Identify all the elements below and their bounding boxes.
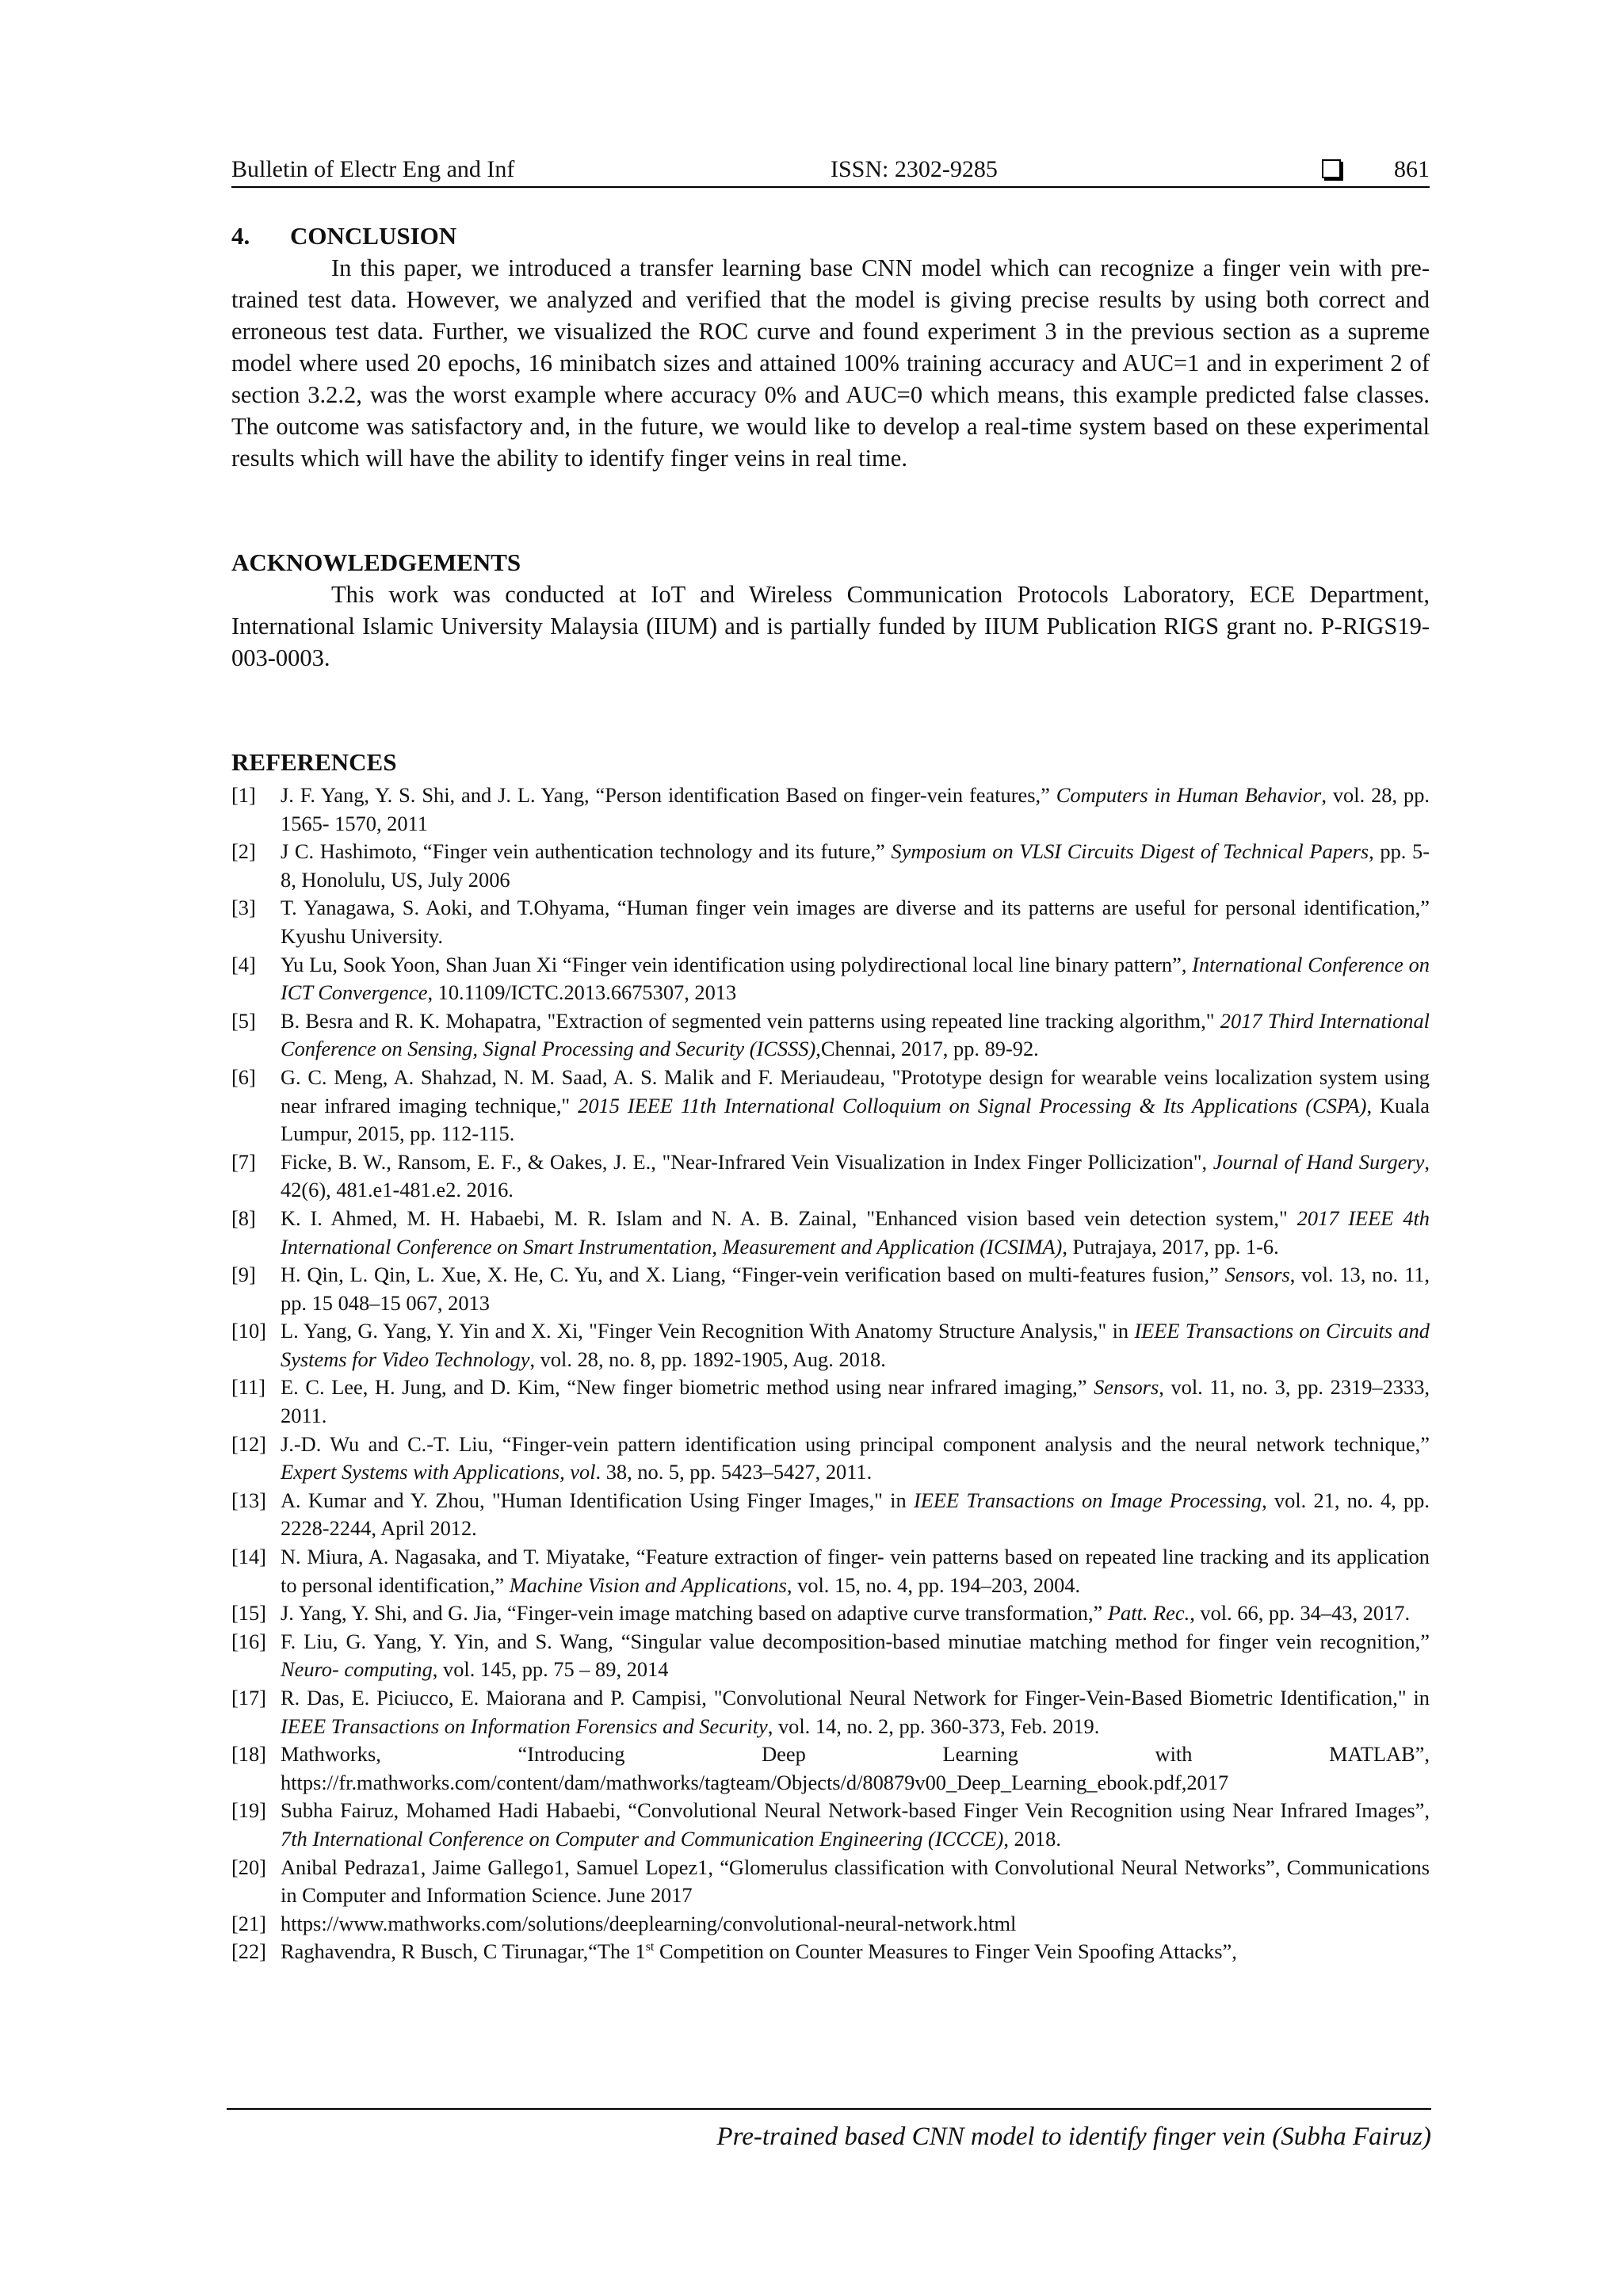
reference-item (231, 951, 1430, 1007)
reference-number: [5] (231, 1008, 256, 1033)
reference-text: Subha Fairuz, Mohamed Hadi Habaebi, “Convolutional Neural Network-based Finger Vein Recognition using Near Infrared Images”, 7th International Conference on Computer and Communication Engineering (ICCCE), 2018. (281, 1798, 1430, 1851)
section-title: CONCLUSION (290, 222, 457, 250)
reference-item (231, 1317, 1430, 1373)
reference-item (231, 838, 1430, 894)
reference-text: H. Qin, L. Qin, L. Xue, X. He, C. Yu, and X. Liang, “Finger-vein verification based on multi-features fusion,” Sensors, vol. 13, no. 11, pp. 15 048–15 067, 2013 (281, 1263, 1430, 1315)
reference-number: [20] (231, 1855, 266, 1879)
reference-text: Anibal Pedraza1, Jaime Gallego1, Samuel Lopez1, “Glomerulus classification with Convolutional Neural Networks”, Communications in Computer and Information Science. June 2017 (281, 1855, 1430, 1908)
reference-item (231, 1599, 1430, 1628)
reference-text: R. Das, E. Piciucco, E. Maiorana and P. Campisi, "Convolutional Neural Network for Finger-Vein-Based Biometric Identification," in IEEE Transactions on Information Forensics and Security, vol. 14, no. 2, pp. 360-373, Feb. 2019. (281, 1686, 1430, 1738)
reference-text: K. I. Ahmed, M. H. Habaebi, M. R. Islam and N. A. B. Zainal, "Enhanced vision based vein detection system," 2017 IEEE 4th International Conference on Smart Instrumentation, Measurement and Application (ICSIMA), Putrajaya, 2017, pp. 1-6. (281, 1205, 1430, 1259)
reference-text: J C. Hashimoto, “Finger vein authentication technology and its future,” Symposium on VLSI Circuits Digest of Technical Papers, pp. 5-8, Honolulu, US, July 2006 (281, 839, 1430, 892)
reference-text: Ficke, B. W., Ransom, E. F., & Oakes, J. E., "Near-Infrared Vein Visualization in Index Finger Pollicization", Journal of Hand Surgery, 42(6), 481.e1-481.e2. 2016. (281, 1149, 1430, 1202)
conclusion-heading (231, 220, 1430, 252)
reference-number: [8] (231, 1205, 256, 1230)
conclusion-paragraph: In this paper, we introduced a transfer learning base CNN model which can recognize a finger vein with pre-trained test data. However, we analyzed and verified that the model is giving precise results by using both correct and erroneous test data. Further, we visualized the ROC curve and found experiment 3 in the previous section as a supreme model where used 20 epochs, 16 minibatch sizes and attained 100% training accuracy and AUC=1 and in experiment 2 of section 3.2.2, was the worst example where accuracy 0% and AUC=0 which means, this example predicted false classes. The outcome was satisfactory and, in the future, we would like to develop a real-time system based on these experimental results which will have the ability to identify finger veins in real time. (231, 254, 1430, 472)
running-footer (227, 2108, 1431, 2151)
reference-text: G. C. Meng, A. Shahzad, N. M. Saad, A. S. Malik and F. Meriaudeau, "Prototype design for wearable veins localization system using near infrared imaging technique," 2015 IEEE 11th International Colloquium on Signal Processing & Its Applications (CSPA), Kuala Lumpur, 2015, pp. 112-115. (281, 1064, 1430, 1146)
reference-item (231, 1205, 1430, 1261)
reference-number: [21] (231, 1911, 266, 1935)
reference-item (231, 1938, 1430, 1966)
reference-number: [15] (231, 1601, 266, 1626)
reference-number: [4] (231, 952, 256, 976)
reference-number: [19] (231, 1798, 266, 1823)
reference-number: [10] (231, 1319, 266, 1343)
reference-text: E. C. Lee, H. Jung, and D. Kim, “New finger biometric method using near infrared imaging,” Sensors, vol. 11, no. 3, pp. 2319–2333, 2011. (281, 1375, 1430, 1428)
reference-item (231, 781, 1430, 838)
reference-number: [13] (231, 1488, 266, 1512)
reference-item (231, 1910, 1430, 1939)
reference-number: [7] (231, 1149, 256, 1174)
reference-number: [14] (231, 1545, 266, 1569)
reference-number: [6] (231, 1064, 256, 1089)
reference-item (231, 1854, 1430, 1910)
page-body (231, 220, 1430, 1966)
reference-item (231, 1740, 1430, 1797)
reference-text: https://www.mathworks.com/solutions/deeplearning/convolutional-neural-network.html (281, 1911, 1017, 1935)
reference-text: L. Yang, G. Yang, Y. Yin and X. Xi, "Finger Vein Recognition With Anatomy Structure Analysis," in IEEE Transactions on Circuits and Systems for Video Technology, vol. 28, no. 8, pp. 1892-1905, Aug. 2018. (281, 1319, 1430, 1371)
reference-number: [11] (231, 1375, 265, 1400)
reference-text: F. Liu, G. Yang, Y. Yin, and S. Wang, “Singular value decomposition-based minutiae matching method for finger vein recognition,” Neuro- computing, vol. 145, pp. 75 – 89, 2014 (281, 1629, 1430, 1682)
reference-number: [9] (231, 1263, 256, 1287)
reference-text: N. Miura, A. Nagasaka, and T. Miyatake, “Feature extraction of finger- vein patterns based on repeated line tracking and its application to personal identification,” Machine Vision and Applications, vol. 15, no. 4, pp. 194–203, 2004. (281, 1545, 1430, 1597)
reference-item (231, 1064, 1430, 1148)
reference-number: [18] (231, 1742, 266, 1767)
reference-item (231, 1684, 1430, 1740)
reference-item (231, 1431, 1430, 1487)
reference-text: Raghavendra, R Busch, C Tirunagar,“The 1st Competition on Counter Measures to Finger Vein Spoofing Attacks”, (281, 1939, 1237, 1964)
reference-number: [17] (231, 1686, 266, 1710)
reference-text: A. Kumar and Y. Zhou, "Human Identification Using Finger Images," in IEEE Transactions on Image Processing, vol. 21, no. 4, pp. 2228-2244, April 2012. (281, 1488, 1430, 1541)
reference-text: T. Yanagawa, S. Aoki, and T.Ohyama, “Human finger vein images are diverse and its patterns are useful for personal identification,” Kyushu University. (281, 896, 1430, 948)
reference-item (231, 1487, 1430, 1543)
reference-number: [1] (231, 783, 256, 807)
page-number: 861 (1394, 156, 1430, 182)
reference-number: [2] (231, 839, 256, 864)
acknowledgements-paragraph: This work was conducted at IoT and Wireless Communication Protocols Laboratory, ECE Department, International Islamic University Malaysia (IIUM) and is partially funded by IIUM Publication RIGS grant no. P-RIGS19-003-0003. (231, 581, 1430, 671)
reference-text: B. Besra and R. K. Mohapatra, "Extraction of segmented vein patterns using repeated line tracking algorithm," 2017 Third International Conference on Sensing, Signal Processing and Security (ICSSS),Chennai, 2017, pp. 89-92. (281, 1008, 1430, 1061)
reference-text: Mathworks, “Introducing Deep Learning with MATLAB”, https://fr.mathworks.com/content/dam/mathworks/tagteam/Objects/d/80879v00_Deep_Learning_ebook.pdf,2017 (281, 1742, 1430, 1794)
reference-item (231, 1628, 1430, 1684)
reference-item (231, 1797, 1430, 1853)
reference-text: J. F. Yang, Y. S. Shi, and J. L. Yang, “Person identification Based on finger-vein features,” Computers in Human Behavior, vol. 28, pp. 1565- 1570, 2011 (281, 783, 1430, 835)
reference-number: [22] (231, 1939, 266, 1964)
issn: ISSN: 2302-9285 (831, 156, 998, 182)
reference-item (231, 1007, 1430, 1064)
reference-number: [12] (231, 1431, 266, 1456)
reference-item (231, 1148, 1430, 1205)
references-heading: REFERENCES (231, 748, 397, 776)
reference-item (231, 1543, 1430, 1599)
reference-item (231, 1261, 1430, 1317)
reference-item (231, 894, 1430, 950)
reference-text: Yu Lu, Sook Yoon, Shan Juan Xi “Finger vein identification using polydirectional local line binary pattern”, International Conference on ICT Convergence, 10.1109/ICTC.2013.6675307, 2013 (281, 952, 1430, 1005)
reference-number: [16] (231, 1629, 266, 1653)
reference-text: J. Yang, Y. Shi, and G. Jia, “Finger-vein image matching based on adaptive curve transformation,” Patt. Rec., vol. 66, pp. 34–43, 2017. (281, 1601, 1411, 1626)
footer-title: Pre-trained based CNN model to identify finger vein (Subha Fairuz) (716, 2122, 1431, 2151)
checkbox-square-icon (1322, 159, 1341, 178)
journal-name: Bulletin of Electr Eng and Inf (231, 156, 515, 182)
acknowledgements-heading: ACKNOWLEDGEMENTS (231, 548, 521, 576)
section-number: 4. (231, 222, 250, 250)
reference-number: [3] (231, 896, 256, 920)
running-header (231, 153, 1430, 188)
references-list (231, 781, 1430, 1966)
reference-text: J.-D. Wu and C.-T. Liu, “Finger-vein pattern identification using principal component analysis and the neural network technique,” Expert Systems with Applications, vol. 38, no. 5, pp. 5423–5427, 2011. (281, 1431, 1430, 1484)
reference-item (231, 1373, 1430, 1430)
